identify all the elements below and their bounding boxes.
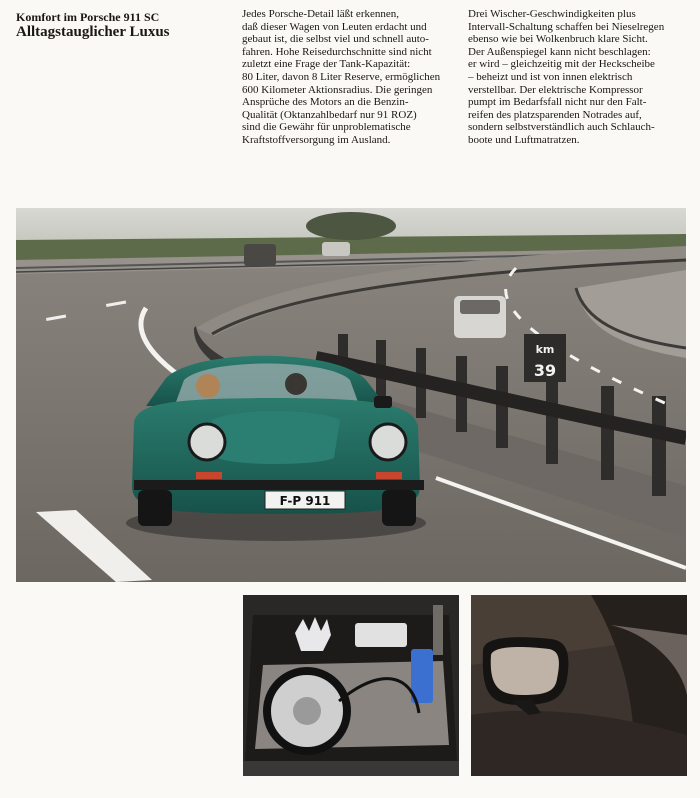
text-column-1 xyxy=(242,8,440,147)
text-line: er wird – gleichzeitig mit der Heckscheibe xyxy=(468,58,655,71)
text-line: Kraftstoffversorgung im Ausland. xyxy=(242,133,391,146)
text-column-2 xyxy=(468,8,664,147)
text-line: daß dieser Wagen von Leuten erdacht und xyxy=(242,20,427,33)
headline: Alltagstauglicher Luxus xyxy=(16,24,170,40)
text-line: Intervall-Schaltung schaffen bei Nieselregen xyxy=(468,20,665,33)
text-line: – beheizt und ist von innen elektrisch xyxy=(468,70,633,83)
text-line: boote und Luftmatratzen. xyxy=(468,133,580,146)
text-line: Drei Wischer-Geschwindigkeiten plus xyxy=(468,8,636,20)
text-line: Ansprüche des Motors an die Benzin- xyxy=(242,96,409,109)
highway-photo xyxy=(16,208,686,582)
text-line: reifen des platzsparenden Notrades auf, xyxy=(468,108,642,121)
km-sign-label: km xyxy=(535,343,555,356)
text-line: Jedes Porsche-Detail läßt erkennen, xyxy=(242,8,399,20)
highway-photo-illustration xyxy=(16,208,686,582)
mirror-illustration xyxy=(471,595,687,776)
text-line: verstellbar. Der elektrische Kompressor xyxy=(468,83,643,96)
text-line: 600 Kilometer Aktionsradius. Die geringen xyxy=(242,83,433,96)
text-line: Der Außenspiegel kann nicht beschlagen: xyxy=(468,45,651,58)
license-plate: F-P 911 xyxy=(279,494,331,508)
text-line: ebenso wie bei Wolkenbruch klare Sicht. xyxy=(468,33,648,46)
text-line: zuletzt eine Frage der Tank-Kapazität: xyxy=(242,58,411,71)
mirror-photo xyxy=(471,595,687,776)
text-line: gebaut ist, die selbst viel und schnell auto- xyxy=(242,33,429,46)
text-line: sind die Gewähr für unproblematische xyxy=(242,121,411,134)
trunk-photo xyxy=(243,595,459,776)
trunk-illustration xyxy=(243,595,459,776)
text-line: Qualität (Oktanzahlbedarf nur 91 ROZ) xyxy=(242,108,417,121)
text-line: pumpt im Bedarfsfall nicht nur den Falt- xyxy=(468,96,647,109)
text-line: fahren. Hohe Reisedurchschnitte sind nicht xyxy=(242,45,432,58)
header-kicker: Komfort im Porsche 911 SC xyxy=(16,10,160,24)
km-sign-number: 39 xyxy=(533,361,557,380)
text-line: sondern selbstverständlich auch Schlauch- xyxy=(468,121,655,134)
text-line: 80 Liter, davon 8 Liter Reserve, ermöglichen xyxy=(242,70,441,83)
